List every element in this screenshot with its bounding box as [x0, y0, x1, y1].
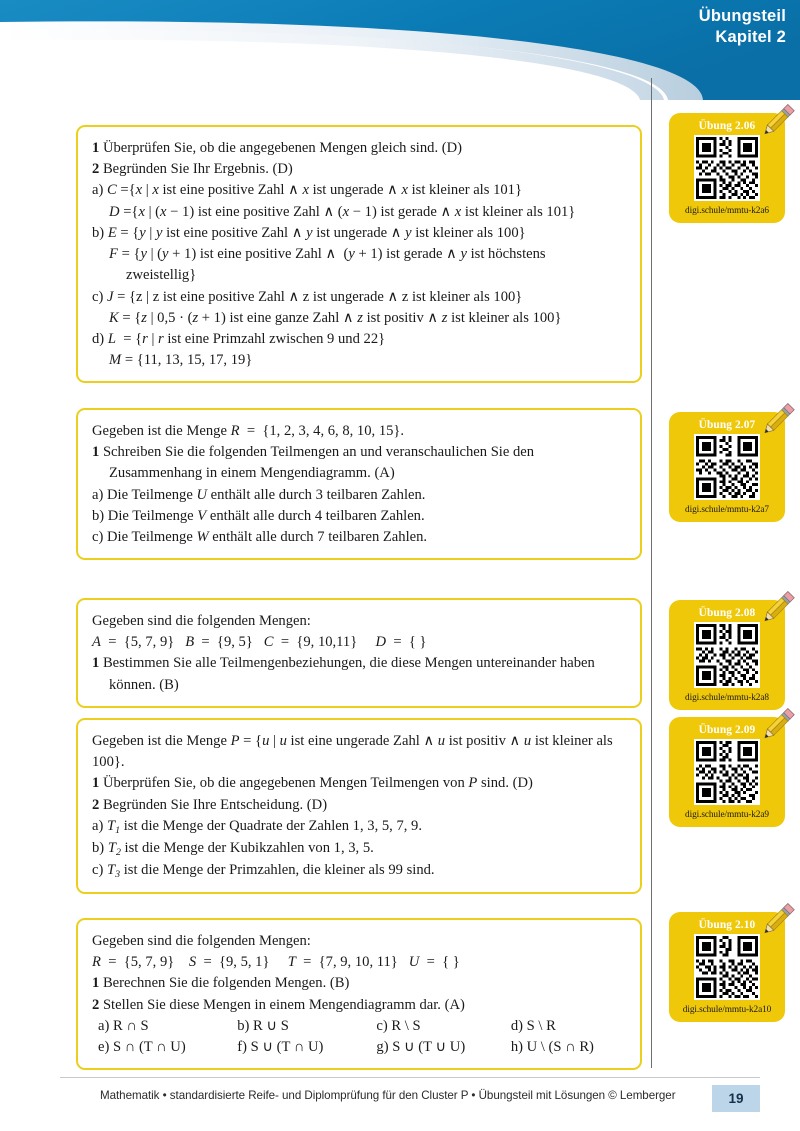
exercise-item: g) S ∪ (T ∪ U) — [376, 1039, 466, 1056]
exercise-line: 1 Überprüfen Sie, ob die angegebenen Mengen Teilmengen von P sind. (D) — [92, 775, 533, 792]
exercise-item: c) R \ S — [376, 1017, 421, 1034]
header-title-block — [699, 6, 786, 49]
exercise-line: A = {5, 7, 9} B = {9, 5} C = {9, 10,11} D = { } — [92, 634, 427, 651]
qr-code-image[interactable] — [694, 934, 760, 1000]
exercise-box-2-10 — [76, 918, 642, 1070]
qr-card-url: digi.schule/mmtu-k2a8 — [685, 693, 769, 703]
exercise-item: d) S \ R — [510, 1017, 556, 1034]
exercise-line: a) C ={x | x ist eine positive Zahl ∧ x ist ungerade ∧ x ist kleiner als 101} — [92, 182, 522, 199]
qr-card-uebung-2-09[interactable] — [669, 717, 785, 827]
header-title-line1: Übungsteil — [698, 7, 786, 25]
qr-card-title: Übung 2.10 — [698, 919, 756, 931]
header-title-line2: Kapitel 2 — [715, 28, 786, 47]
exercise-line: Gegeben sind die folgenden Mengen: — [92, 933, 311, 949]
exercise-line: Gegeben ist die Menge P = {u | u ist eine ungerade Zahl ∧ u ist positiv ∧ u ist kleiner als 100}. — [92, 733, 613, 771]
exercise-item: e) S ∩ (T ∩ U) — [98, 1039, 186, 1056]
exercise-item: f) S ∪ (T ∩ U) — [237, 1039, 324, 1056]
exercise-line: c) J = {z | z ist eine positive Zahl ∧ z ist ungerade ∧ z ist kleiner als 100} — [92, 288, 523, 305]
exercise-line: D ={x | (x − 1) ist eine positive Zahl ∧ (x − 1) ist gerade ∧ x ist kleiner als 101} — [109, 203, 576, 220]
page-header-band — [0, 0, 800, 100]
exercise-box-2-07 — [76, 408, 642, 560]
footer-divider — [60, 1077, 760, 1078]
qr-card-url: digi.schule/mmtu-k2a6 — [685, 206, 769, 216]
exercise-line: b) E = {y | y ist eine positive Zahl ∧ y ist ungerade ∧ y ist kleiner als 100} — [92, 224, 526, 241]
exercise-line: a) $T_1$ ist die Menge der Quadrate der Zahlen 1, 3, 5, 7, 9. — [92, 817, 422, 836]
exercise-line: d) L = {r | r ist eine Primzahl zwischen 9 und 22} — [92, 330, 386, 347]
exercise-line: b) $T_2$ ist die Menge der Kubikzahlen von 1, 3, 5. — [92, 840, 374, 858]
qr-card-uebung-2-10[interactable] — [669, 912, 785, 1022]
qr-card-uebung-2-08[interactable] — [669, 600, 785, 710]
qr-card-title: Übung 2.08 — [698, 607, 756, 619]
qr-code-image[interactable] — [694, 434, 760, 500]
exercise-line: R = {5, 7, 9} S = {9, 5, 1} T = {7, 9, 10, 11} U = { } — [92, 954, 460, 971]
exercise-line: F = {y | (y + 1) ist eine positive Zahl ∧ (y + 1) ist gerade ∧ y ist höchstens — [109, 246, 546, 263]
qr-code-image[interactable] — [694, 622, 760, 688]
exercise-line: 2 Begründen Sie Ihr Ergebnis. (D) — [92, 161, 293, 178]
qr-code-image[interactable] — [694, 739, 760, 805]
qr-card-uebung-2-07[interactable] — [669, 412, 785, 522]
column-divider — [651, 78, 652, 1068]
exercise-line: c) Die Teilmenge W enthält alle durch 7 teilbaren Zahlen. — [92, 529, 428, 546]
exercise-item: b) R ∪ S — [237, 1017, 289, 1034]
exercise-line: K = {z | 0,5 · (z + 1) ist eine ganze Zahl ∧ z ist positiv ∧ z ist kleiner als 100} — [109, 309, 562, 326]
exercise-line: 2 Stellen Sie diese Mengen in einem Mengendiagramm dar. (A) — [92, 996, 465, 1013]
exercise-item-row — [92, 1037, 626, 1058]
exercise-line: 2 Begründen Sie Ihre Entscheidung. (D) — [92, 796, 328, 813]
exercise-line: b) Die Teilmenge V enthält alle durch 4 teilbaren Zahlen. — [92, 507, 425, 524]
qr-card-uebung-2-06[interactable] — [669, 113, 785, 223]
exercise-line: zweistellig} — [126, 267, 197, 284]
exercise-item-row — [92, 1016, 626, 1037]
qr-card-url: digi.schule/mmtu-k2a9 — [685, 810, 769, 820]
qr-card-title: Übung 2.06 — [698, 120, 756, 132]
exercise-line: Gegeben ist die Menge R = {1, 2, 3, 4, 6, 8, 10, 15}. — [92, 423, 405, 439]
exercise-box-2-08 — [76, 598, 642, 708]
exercise-box-2-09 — [76, 718, 642, 894]
exercise-line: Gegeben sind die folgenden Mengen: — [92, 613, 311, 629]
exercise-box-2-06 — [76, 125, 642, 383]
exercise-item: h) U \ (S ∩ R) — [510, 1039, 594, 1056]
footer-text: Mathematik • standardisierte Reife- und Diplomprüfung für den Cluster P • Übungsteil mit Lösungen © Lemberger — [100, 1089, 676, 1102]
exercise-line: M = {11, 13, 15, 17, 19} — [109, 352, 253, 369]
qr-card-url: digi.schule/mmtu-k2a10 — [682, 1005, 772, 1015]
qr-card-url: digi.schule/mmtu-k2a7 — [685, 505, 769, 515]
exercise-line: c) $T_3$ ist die Menge der Primzahlen, die kleiner als 99 sind. — [92, 862, 435, 881]
exercise-line: 1 Überprüfen Sie, ob die angegebenen Mengen gleich sind. (D) — [92, 140, 462, 156]
qr-card-title: Übung 2.07 — [698, 419, 756, 431]
exercise-line: 1 Berechnen Sie die folgenden Mengen. (B) — [92, 975, 350, 992]
exercise-item: a) R ∩ S — [98, 1017, 149, 1034]
qr-code-image[interactable] — [694, 135, 760, 201]
exercise-line: 1 Schreiben Sie die folgenden Teilmengen an und veranschaulichen Sie den Zusammenhang in einem Mengendiagramm. (A) — [92, 444, 535, 482]
qr-card-title: Übung 2.09 — [698, 724, 756, 736]
exercise-line: 1 Bestimmen Sie alle Teilmengenbeziehungen, die diese Mengen untereinander haben können. (B) — [92, 655, 595, 693]
page-number-badge: 19 — [712, 1085, 760, 1112]
exercise-line: a) Die Teilmenge U enthält alle durch 3 teilbaren Zahlen. — [92, 486, 426, 503]
